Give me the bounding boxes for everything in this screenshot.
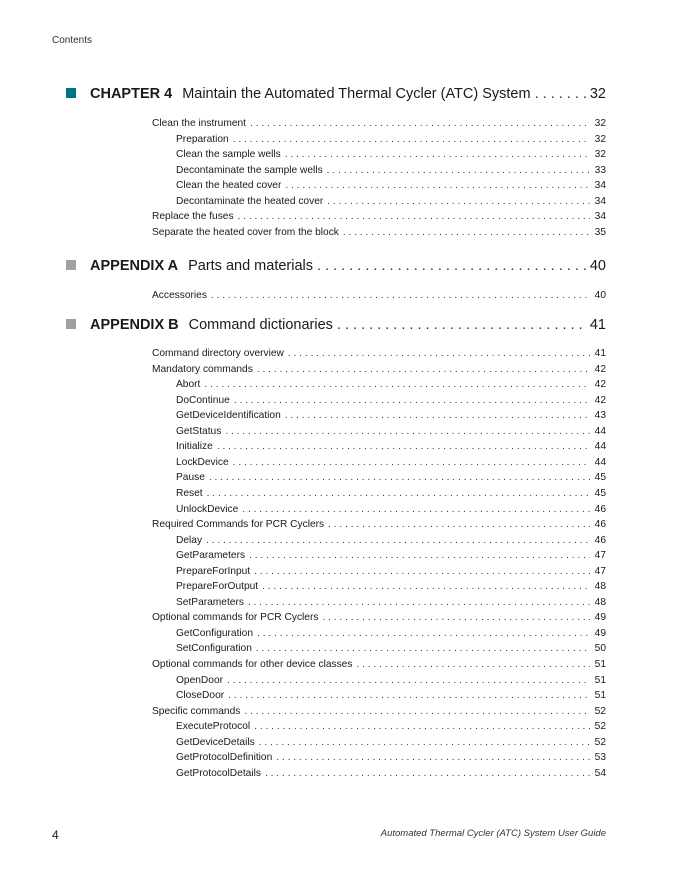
toc-entry[interactable] <box>176 566 606 580</box>
toc-entry-page-number: 47 <box>594 550 606 562</box>
toc-entry-page-number: 32 <box>594 149 606 161</box>
toc-entry[interactable] <box>176 180 606 194</box>
toc-entry[interactable] <box>176 410 606 424</box>
toc-entry-label: GetDeviceDetails <box>176 736 255 748</box>
toc-entry-label: OpenDoor <box>176 674 224 686</box>
toc-entry-page-number: 35 <box>594 226 606 238</box>
dot-leader <box>327 165 590 176</box>
toc-entry-page-number: 50 <box>594 643 606 655</box>
dot-leader <box>337 317 586 333</box>
toc-entry-page-number: 42 <box>594 379 606 391</box>
toc-entry-label: Decontaminate the heated cover <box>176 195 324 207</box>
footer-page-number: 4 <box>52 828 59 842</box>
toc-entry[interactable] <box>176 165 606 179</box>
toc-entry-page-number: 34 <box>594 211 606 223</box>
toc-entry-page-number: 51 <box>594 659 606 670</box>
toc-entry-label: Specific commands <box>152 705 241 717</box>
dot-leader <box>204 379 590 390</box>
toc-entry-page-number: 44 <box>594 456 606 468</box>
toc-entry-label: Command directory overview <box>152 348 284 359</box>
toc-entry-label: Accessories <box>152 290 207 301</box>
toc-entry[interactable] <box>176 472 606 486</box>
toc-entry[interactable] <box>152 706 606 720</box>
toc-entry-page-number: 42 <box>594 394 606 406</box>
toc-entry-label: ExecuteProtocol <box>176 721 251 733</box>
toc-entry[interactable] <box>152 290 606 304</box>
toc-entry[interactable] <box>176 768 606 782</box>
toc-entry-page-number: 46 <box>594 534 606 546</box>
toc-entry[interactable] <box>176 426 606 440</box>
toc-entry-label: GetStatus <box>176 425 222 437</box>
square-bullet-icon <box>66 319 76 329</box>
running-head: Contents <box>52 35 93 46</box>
chapter-heading[interactable] <box>66 86 606 102</box>
toc-entry-label: GetParameters <box>176 550 246 562</box>
toc-entry-page-number: 45 <box>594 472 606 484</box>
toc-entry-page-number: 54 <box>594 767 606 779</box>
toc-entry-page-number: 53 <box>594 752 606 764</box>
footer-title: Automated Thermal Cycler (ATC) System User Guide <box>380 828 606 839</box>
toc-entry[interactable] <box>176 196 606 210</box>
toc-entry-page-number: 44 <box>594 441 606 453</box>
dot-leader <box>217 441 590 452</box>
dot-leader <box>238 211 590 222</box>
toc-entry-page-number: 52 <box>594 721 606 733</box>
toc-entry[interactable] <box>176 550 606 564</box>
toc-entry-page-number: 48 <box>594 596 606 608</box>
toc-entry-label: LockDevice <box>176 456 229 468</box>
toc-entry[interactable] <box>152 612 606 626</box>
dot-leader <box>265 768 590 779</box>
dot-leader <box>343 227 590 238</box>
toc-entry[interactable] <box>176 581 606 595</box>
toc-entry[interactable] <box>176 149 606 163</box>
dot-leader <box>227 675 590 686</box>
toc-entry-page-number: 51 <box>594 674 606 686</box>
toc-entry-page-number: 34 <box>594 195 606 207</box>
dot-leader <box>327 196 590 207</box>
chapter-label: CHAPTER 4 <box>90 86 173 102</box>
toc-entry[interactable] <box>176 675 606 689</box>
chapter-heading[interactable] <box>66 317 606 333</box>
toc-entry[interactable] <box>176 395 606 409</box>
toc-entry-label: Reset <box>176 487 203 499</box>
toc-entry[interactable] <box>152 211 606 225</box>
toc-entry-page-number: 46 <box>594 503 606 515</box>
dot-leader <box>250 118 590 129</box>
toc-entry[interactable] <box>176 643 606 657</box>
dot-leader <box>285 410 590 421</box>
dot-leader <box>288 348 590 359</box>
dot-leader <box>233 457 590 468</box>
toc-entry[interactable] <box>176 752 606 766</box>
toc-entry-label: UnlockDevice <box>176 503 239 515</box>
dot-leader <box>535 86 586 102</box>
toc-entry-page-number: 47 <box>594 565 606 577</box>
toc-entry-page-number: 51 <box>594 690 606 702</box>
dot-leader <box>211 290 590 301</box>
dot-leader <box>356 659 590 670</box>
toc-entry-page-number: 40 <box>594 290 606 301</box>
dot-leader <box>317 258 586 274</box>
dot-leader <box>285 180 590 191</box>
toc-entry[interactable] <box>176 721 606 735</box>
toc-entry-label: Clean the heated cover <box>176 180 282 192</box>
dot-leader <box>257 364 590 375</box>
toc-entry[interactable] <box>152 364 606 378</box>
toc-entry-label: GetProtocolDetails <box>176 767 261 779</box>
dot-leader <box>328 519 590 530</box>
dot-leader <box>249 550 590 561</box>
dot-leader <box>242 504 590 515</box>
toc-entry-page-number: 41 <box>594 348 606 359</box>
dot-leader <box>228 690 590 701</box>
chapter-page-number: 40 <box>589 258 606 274</box>
toc-entry-label: GetConfiguration <box>176 627 254 639</box>
chapter-title: Command dictionaries <box>188 317 333 333</box>
dot-leader <box>254 721 590 732</box>
chapter-page-number: 41 <box>589 317 606 333</box>
toc-entry-page-number: 45 <box>594 487 606 499</box>
toc-entry-page-number: 33 <box>594 164 606 176</box>
toc-entry[interactable] <box>176 488 606 502</box>
toc-entry-label: Clean the sample wells <box>176 149 281 161</box>
square-bullet-icon <box>66 88 76 98</box>
dot-leader <box>254 566 590 577</box>
toc-entry-label: GetDeviceIdentification <box>176 410 281 422</box>
toc-entry-page-number: 34 <box>594 180 606 192</box>
toc-entry-label: CloseDoor <box>176 690 225 702</box>
toc-entry-label: GetProtocolDefinition <box>176 752 273 764</box>
toc-entry[interactable] <box>152 519 606 533</box>
toc-entry-label: Separate the heated cover from the block <box>152 226 339 238</box>
toc-entry[interactable] <box>176 134 606 148</box>
toc-entry-page-number: 32 <box>594 118 606 129</box>
square-bullet-icon <box>66 260 76 270</box>
toc-entry[interactable] <box>176 737 606 751</box>
toc-entry-label: Preparation <box>176 133 229 145</box>
toc-entry[interactable] <box>152 348 606 362</box>
toc-entry[interactable] <box>152 227 606 241</box>
dot-leader <box>206 535 590 546</box>
toc-entry[interactable] <box>176 441 606 455</box>
toc-entry-label: Decontaminate the sample wells <box>176 164 323 176</box>
dot-leader <box>209 472 590 483</box>
dot-leader <box>233 134 590 145</box>
toc-entry-label: SetParameters <box>176 596 244 608</box>
dot-leader <box>285 149 590 160</box>
toc-entry-label: Replace the fuses <box>152 211 234 223</box>
toc-entry[interactable] <box>152 118 606 132</box>
toc-entry-page-number: 43 <box>594 410 606 422</box>
toc-entry[interactable] <box>176 504 606 518</box>
toc-entry[interactable] <box>176 628 606 642</box>
toc-entry[interactable] <box>176 597 606 611</box>
toc-entry-page-number: 42 <box>594 363 606 375</box>
toc-entry-label: SetConfiguration <box>176 643 252 655</box>
toc-entry-label: Pause <box>176 472 205 484</box>
dot-leader <box>234 395 590 406</box>
toc-entry-label: Required Commands for PCR Cyclers <box>152 519 325 531</box>
toc-entry-label: Optional commands for PCR Cyclers <box>152 612 319 624</box>
toc-entry-label: Delay <box>176 534 203 546</box>
dot-leader <box>225 426 590 437</box>
dot-leader <box>262 581 590 592</box>
dot-leader <box>259 737 590 748</box>
toc-entry-label: Clean the instrument <box>152 118 247 129</box>
toc-entry-page-number: 49 <box>594 627 606 639</box>
dot-leader <box>276 752 590 763</box>
chapter-page-number: 32 <box>589 86 606 102</box>
dot-leader <box>248 597 590 608</box>
toc-entry-label: Optional commands for other device classes <box>152 659 353 670</box>
dot-leader <box>244 706 590 717</box>
toc-entry-label: Abort <box>176 379 201 391</box>
toc-entry-label: PrepareForOutput <box>176 581 259 593</box>
chapter-heading[interactable] <box>66 258 606 274</box>
dot-leader <box>257 628 590 639</box>
dot-leader <box>207 488 590 499</box>
toc-entry-page-number: 52 <box>594 705 606 717</box>
toc-entry[interactable] <box>176 690 606 704</box>
toc-entry[interactable] <box>152 659 606 673</box>
chapter-title: Maintain the Automated Thermal Cycler (ATC) System <box>182 86 531 102</box>
chapter-label: APPENDIX A <box>90 258 179 274</box>
toc-entry-page-number: 46 <box>594 519 606 531</box>
toc-entry[interactable] <box>176 379 606 393</box>
toc-entry-label: PrepareForInput <box>176 565 251 577</box>
toc-entry-label: DoContinue <box>176 394 230 406</box>
toc-entry[interactable] <box>176 535 606 549</box>
toc-entry-page-number: 32 <box>594 133 606 145</box>
chapter-title: Parts and materials <box>188 258 314 274</box>
toc-entry-page-number: 48 <box>594 581 606 593</box>
toc-entry-label: Mandatory commands <box>152 363 253 375</box>
toc-entry-page-number: 44 <box>594 425 606 437</box>
toc-entry-label: Initialize <box>176 441 213 453</box>
dot-leader <box>322 612 590 623</box>
toc-entry[interactable] <box>176 457 606 471</box>
toc-entry-page-number: 52 <box>594 736 606 748</box>
chapter-label: APPENDIX B <box>90 317 179 333</box>
toc-entry-page-number: 49 <box>594 612 606 624</box>
dot-leader <box>256 643 590 654</box>
